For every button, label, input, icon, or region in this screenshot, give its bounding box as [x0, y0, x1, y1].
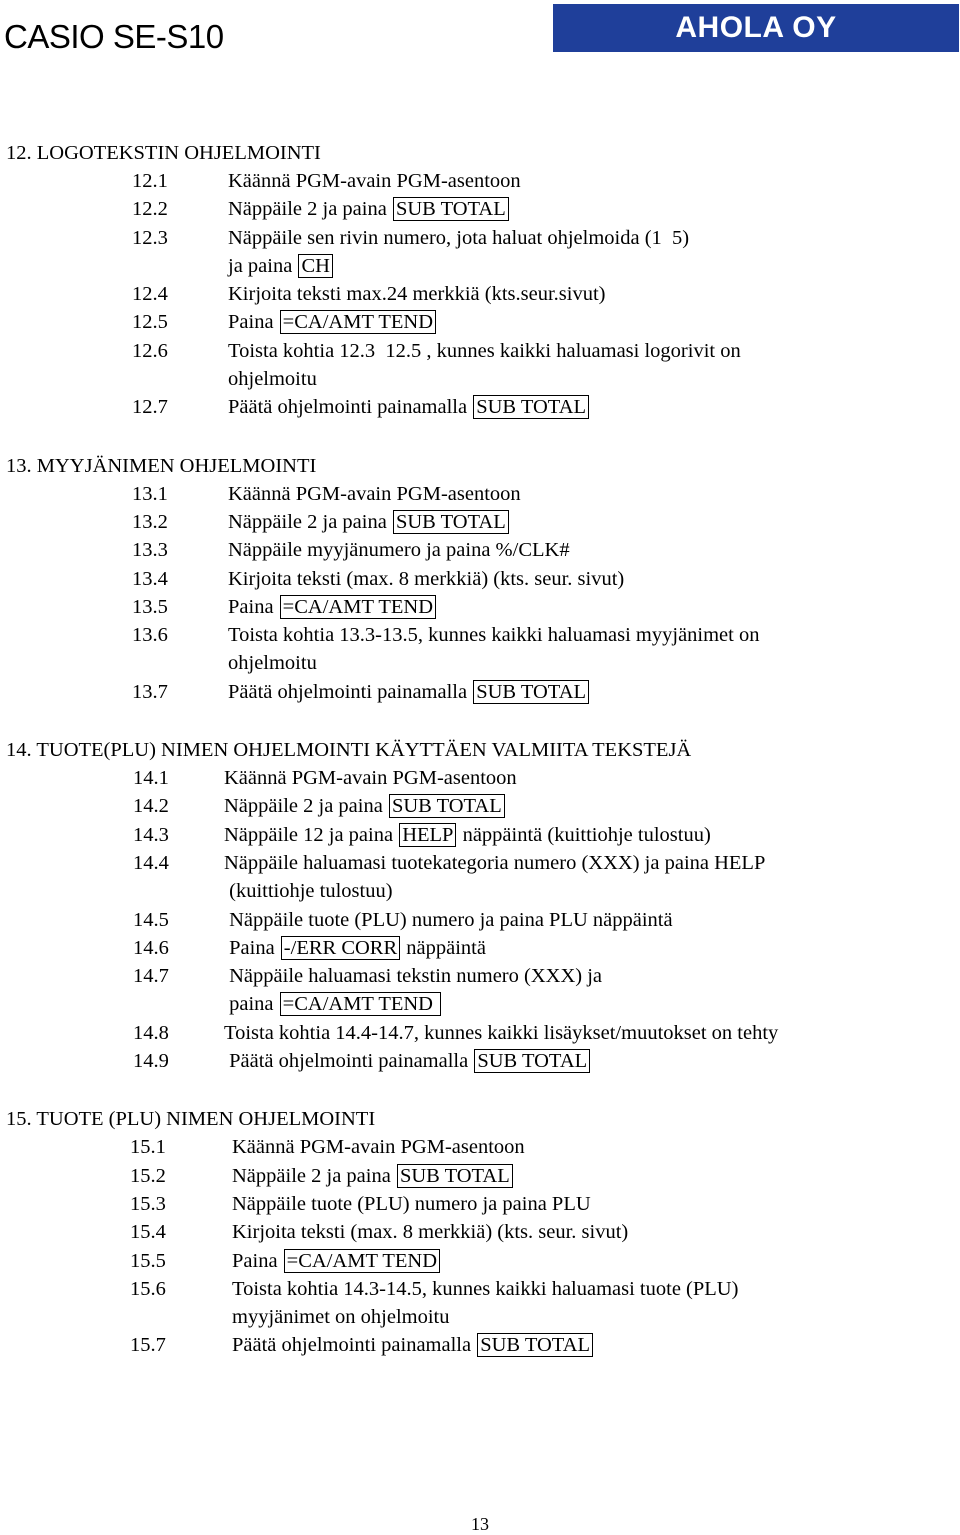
step-number: 12.3 — [132, 226, 168, 249]
step-number: 14.2 — [133, 795, 169, 818]
step-text — [232, 1162, 960, 1190]
step-text-segment: myyjänimet on ohjelmoitu — [232, 1306, 450, 1329]
step-item — [0, 280, 960, 308]
key-label: =CA/AMT TEND — [280, 595, 436, 619]
step-number: 15.2 — [130, 1164, 166, 1187]
step-line — [232, 1218, 960, 1246]
step-text-segment: Käännä PGM-avain PGM-asentoon — [228, 170, 521, 192]
step-text-segment: Näppäile tuote (PLU) numero ja paina PLU — [232, 1192, 591, 1215]
step-line — [232, 1303, 960, 1331]
step-number: 13.2 — [132, 510, 168, 533]
step-line — [228, 167, 960, 195]
step-number: 12.6 — [132, 339, 168, 362]
key-label: -/ERR CORR — [281, 936, 400, 960]
step-item — [0, 1019, 960, 1047]
step-text — [228, 508, 960, 536]
step-number: 13.6 — [132, 624, 168, 647]
step-text-segment: Paina — [224, 936, 280, 959]
step-text — [228, 167, 960, 195]
step-number: 13.3 — [132, 539, 168, 562]
key-label: =CA/AMT TEND — [280, 310, 436, 334]
step-item — [0, 1047, 960, 1075]
step-line — [232, 1275, 960, 1303]
step-number: 14.5 — [133, 908, 169, 931]
key-label: HELP — [399, 823, 456, 847]
key-label: SUB TOTAL — [393, 197, 509, 221]
step-number: 12.7 — [132, 396, 168, 419]
step-item — [0, 337, 960, 394]
step-line — [224, 764, 960, 792]
step-text-segment: Kirjoita teksti (max. 8 merkkiä) (kts. seur. sivut) — [232, 1221, 629, 1244]
step-number: 14.4 — [133, 851, 169, 874]
step-line — [232, 1331, 960, 1359]
step-line — [228, 480, 960, 508]
step-line — [228, 621, 960, 649]
section-heading: 14. TUOTE(PLU) NIMEN OHJELMOINTI KÄYTTÄEN VALMIITA TEKSTEJÄ — [6, 739, 692, 762]
step-number: 14.1 — [133, 767, 169, 790]
step-text-segment: (kuittiohje tulostuu) — [224, 880, 393, 903]
step-text-segment: Päätä ohjelmointi painamalla — [228, 396, 473, 419]
step-text — [228, 224, 960, 281]
step-text — [228, 195, 960, 223]
step-number: 15.1 — [130, 1136, 166, 1159]
step-item — [0, 792, 960, 820]
step-number: 12.4 — [132, 283, 168, 306]
step-line — [224, 962, 960, 990]
section-s14 — [0, 736, 960, 1075]
section-s15 — [0, 1105, 960, 1359]
step-text-segment: Toista kohtia 14.3-14.5, kunnes kaikki haluamasi tuote (PLU) — [232, 1277, 739, 1300]
step-number: 12.5 — [132, 311, 168, 334]
step-number: 15.5 — [130, 1249, 166, 1272]
step-text — [228, 480, 960, 508]
section-s13 — [0, 452, 960, 706]
step-text-segment: näppäintä (kuittiohje tulostuu) — [457, 823, 711, 846]
step-line — [224, 1047, 960, 1075]
logo-text: AHOLA OY — [675, 11, 837, 44]
step-text — [228, 678, 960, 706]
key-label: SUB TOTAL — [477, 1333, 593, 1357]
step-number: 14.7 — [133, 965, 169, 988]
step-item — [0, 1275, 960, 1332]
step-line — [228, 252, 960, 280]
step-item — [0, 906, 960, 934]
step-number: 13.4 — [132, 567, 168, 590]
key-label: SUB TOTAL — [397, 1164, 513, 1188]
step-line — [224, 990, 960, 1018]
step-text — [224, 792, 960, 820]
document-body — [0, 139, 960, 1390]
step-line — [228, 365, 960, 393]
step-item — [0, 849, 960, 906]
step-text-segment: Näppäile haluamasi tuotekategoria numero (XXX) ja paina HELP — [224, 851, 766, 874]
step-text-segment: Paina — [228, 595, 279, 618]
section-heading: 12. LOGOTEKSTIN OHJELMOINTI — [6, 142, 321, 164]
step-text — [232, 1247, 960, 1275]
step-text-segment: Näppäile 12 ja paina — [224, 823, 399, 846]
key-label: =CA/AMT TEND — [284, 1249, 440, 1273]
step-item — [0, 508, 960, 536]
step-item — [0, 393, 960, 421]
page-number: 13 — [471, 1514, 489, 1534]
step-line — [224, 821, 960, 849]
key-label: SUB TOTAL — [473, 680, 589, 704]
step-number: 13.7 — [132, 680, 168, 703]
step-line — [224, 934, 960, 962]
step-number: 14.9 — [133, 1050, 169, 1073]
step-line — [228, 195, 960, 223]
step-text-segment: Päätä ohjelmointi painamalla — [228, 680, 473, 703]
step-text-segment: Näppäile tuote (PLU) numero ja paina PLU näppäintä — [224, 908, 673, 931]
step-item — [0, 962, 960, 1019]
step-line — [228, 649, 960, 677]
step-text-segment: Näppäile myyjänumero ja paina %/CLK# — [228, 539, 570, 562]
section-s12 — [0, 139, 960, 422]
step-text-segment: Käännä PGM-avain PGM-asentoon — [228, 482, 521, 505]
step-item — [0, 1218, 960, 1246]
step-line — [228, 593, 960, 621]
step-line — [232, 1162, 960, 1190]
step-line — [228, 393, 960, 421]
step-number: 12.1 — [132, 170, 168, 192]
step-text — [232, 1331, 960, 1359]
step-line — [224, 877, 960, 905]
step-number: 15.7 — [130, 1334, 166, 1357]
step-number: 15.3 — [130, 1192, 166, 1215]
step-line — [224, 1019, 960, 1047]
step-item — [0, 480, 960, 508]
step-text — [232, 1133, 960, 1161]
key-label: SUB TOTAL — [393, 510, 509, 534]
step-item — [0, 1190, 960, 1218]
step-line — [232, 1247, 960, 1275]
step-number: 14.3 — [133, 823, 169, 846]
step-line — [228, 678, 960, 706]
step-item — [0, 308, 960, 336]
step-text — [228, 308, 960, 336]
step-text — [224, 849, 960, 906]
step-number: 14.8 — [133, 1021, 169, 1044]
step-line — [228, 308, 960, 336]
step-item — [0, 678, 960, 706]
section-heading: 13. MYYJÄNIMEN OHJELMOINTI — [6, 454, 317, 477]
step-text-segment: Näppäile sen rivin numero, jota haluat ohjelmoida (1 5) — [228, 226, 690, 249]
step-item — [0, 224, 960, 281]
step-item — [0, 536, 960, 564]
step-text-segment: Näppäile 2 ja paina — [232, 1164, 396, 1187]
step-number: 12.2 — [132, 198, 168, 221]
key-label: SUB TOTAL — [389, 794, 505, 818]
step-line — [224, 849, 960, 877]
key-label: SUB TOTAL — [473, 395, 589, 419]
step-text-segment: Näppäile 2 ja paina — [228, 510, 392, 533]
step-line — [224, 906, 960, 934]
step-text-segment: ja paina — [228, 254, 298, 277]
step-text — [224, 934, 960, 962]
step-text — [224, 764, 960, 792]
step-text — [224, 906, 960, 934]
step-item — [0, 195, 960, 223]
step-text — [228, 621, 960, 678]
step-text — [228, 337, 960, 394]
step-number: 14.6 — [133, 936, 169, 959]
step-text-segment: Näppäile 2 ja paina — [228, 198, 392, 221]
key-label: SUB TOTAL — [474, 1049, 590, 1073]
step-item — [0, 593, 960, 621]
step-text-segment: Näppäile haluamasi tekstin numero (XXX) ja — [224, 965, 602, 988]
step-text-segment: Päätä ohjelmointi painamalla — [224, 1050, 474, 1073]
step-text — [228, 593, 960, 621]
step-text-segment: Toista kohtia 12.3 12.5 , kunnes kaikki haluamasi logorivit on — [228, 339, 741, 362]
step-item — [0, 1331, 960, 1359]
step-line — [228, 508, 960, 536]
step-text — [228, 280, 960, 308]
key-label: CH — [298, 254, 332, 278]
section-heading: 15. TUOTE (PLU) NIMEN OHJELMOINTI — [6, 1108, 376, 1131]
step-text-segment: Paina — [232, 1249, 283, 1272]
step-item — [0, 1162, 960, 1190]
step-item — [0, 764, 960, 792]
step-text — [232, 1275, 960, 1332]
step-text-segment: Toista kohtia 14.4-14.7, kunnes kaikki lisäykset/muutokset on tehty — [224, 1021, 779, 1044]
step-text-segment: Käännä PGM-avain PGM-asentoon — [232, 1136, 525, 1159]
step-number: 13.5 — [132, 595, 168, 618]
step-line — [228, 536, 960, 564]
step-text-segment: paina — [224, 993, 279, 1016]
step-item — [0, 167, 960, 195]
step-item — [0, 565, 960, 593]
step-item — [0, 1133, 960, 1161]
step-text-segment: Kirjoita teksti max.24 merkkiä (kts.seur.sivut) — [228, 283, 606, 306]
document-title: CASIO SE-S10 — [4, 18, 224, 55]
step-line — [232, 1190, 960, 1218]
step-item — [0, 821, 960, 849]
step-text-segment: Päätä ohjelmointi painamalla — [232, 1334, 477, 1357]
step-line — [224, 792, 960, 820]
step-text — [232, 1190, 960, 1218]
step-text — [224, 1047, 960, 1075]
step-text — [232, 1218, 960, 1246]
step-text — [228, 536, 960, 564]
step-number: 13.1 — [132, 482, 168, 505]
step-text-segment: Kirjoita teksti (max. 8 merkkiä) (kts. seur. sivut) — [228, 567, 625, 590]
key-label: =CA/AMT TEND — [280, 992, 441, 1016]
step-line — [228, 565, 960, 593]
step-text — [228, 565, 960, 593]
step-text-segment: ohjelmoitu — [228, 652, 317, 675]
step-line — [228, 280, 960, 308]
step-text-segment: Näppäile 2 ja paina — [224, 795, 388, 818]
step-line — [228, 224, 960, 252]
step-text-segment: Paina — [228, 311, 279, 334]
step-text-segment: Toista kohtia 13.3-13.5, kunnes kaikki haluamasi myyjänimet on — [228, 624, 760, 647]
step-text-segment: näppäintä — [401, 936, 486, 959]
step-text-segment: Käännä PGM-avain PGM-asentoon — [224, 767, 517, 790]
step-text-segment: ohjelmoitu — [228, 368, 317, 391]
step-line — [232, 1133, 960, 1161]
step-text — [228, 393, 960, 421]
step-number: 15.6 — [130, 1277, 166, 1300]
ahola-oy-logo — [553, 4, 959, 52]
step-text — [224, 962, 960, 1019]
step-line — [228, 337, 960, 365]
step-number: 15.4 — [130, 1221, 166, 1244]
step-item — [0, 1247, 960, 1275]
step-item — [0, 934, 960, 962]
step-item — [0, 621, 960, 678]
step-text — [224, 821, 960, 849]
step-text — [224, 1019, 960, 1047]
